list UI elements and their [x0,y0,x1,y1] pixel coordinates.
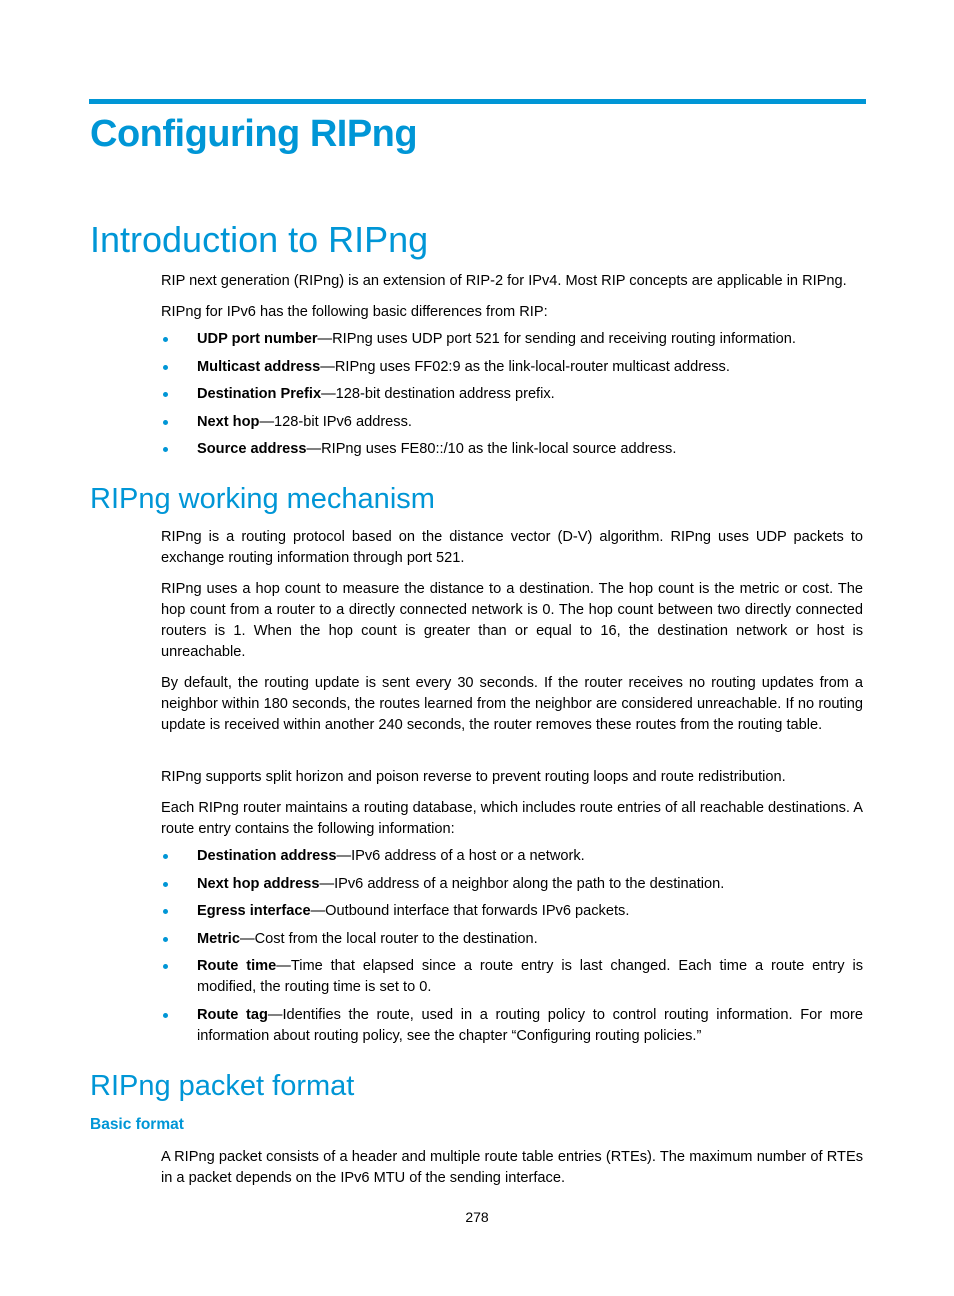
list-item [161,384,863,405]
list-item-text: —IPv6 address of a neighbor along the path to the destination. [319,876,725,892]
bullet-icon [163,854,168,859]
bullet-icon [163,392,168,397]
list-item [161,901,863,922]
section-heading-working-mechanism: RIPng working mechanism [90,483,435,515]
paragraph: By default, the routing update is sent every 30 seconds. If the router receives no routing updates from a neighbor within 180 seconds, the routes learned from the neighbor are considered unreachable. If no routing update is received within another 240 seconds, the router removes these routes from the routing table. [161,675,863,733]
bullet-icon [163,420,168,425]
list-item [161,929,863,950]
list-item-text: —RIPng uses FF02:9 as the link-local-router multicast address. [320,359,730,375]
list-item-text: —IPv6 address of a host or a network. [336,848,585,864]
paragraph: RIPng uses a hop count to measure the distance to a destination. The hop count is the metric or cost. The hop count from a router to a directly connected network is 0. The hop count between two directly connected routers is 1. When the hop count is greater than or equal to 16, the destination network or host is unreachable. [161,581,863,660]
list-item [161,956,863,998]
chapter-rule [89,99,866,104]
paragraph: RIPng is a routing protocol based on the distance vector (D-V) algorithm. RIPng uses UDP packets to exchange routing information through port 521. [161,529,863,566]
list-item-text: —RIPng uses UDP port 521 for sending and receiving routing information. [317,331,796,347]
list-item-text: —RIPng uses FE80::/10 as the link-local source address. [306,441,677,457]
list-item-text: —128-bit IPv6 address. [259,414,412,430]
list-item-text: —Outbound interface that forwards IPv6 packets. [310,903,630,919]
list-item [161,357,863,378]
list-item-text: —Cost from the local router to the destination. [239,931,538,947]
list-item [161,1005,863,1047]
list-item [161,439,863,460]
bullet-icon [163,1013,168,1018]
list-item-term: Destination address [197,848,337,864]
page-number: 278 [465,1209,489,1225]
paragraph: RIPng supports split horizon and poison reverse to prevent routing loops and route redistribution. [161,769,786,785]
list-item-term: Metric [197,931,240,947]
section-heading-introduction: Introduction to RIPng [90,219,429,260]
list-item-term: Destination Prefix [197,386,322,402]
chapter-title: Configuring RIPng [90,113,418,155]
list-item-term: Source address [197,441,307,457]
bullet-icon [163,447,168,452]
list-item-text: —128-bit destination address prefix. [321,386,555,402]
list-item [161,846,863,867]
list-item-term: Egress interface [197,903,311,919]
list-item [161,412,863,433]
section-heading-packet-format: RIPng packet format [90,1070,355,1102]
list-item-term: UDP port number [197,331,318,347]
paragraph: A RIPng packet consists of a header and multiple route table entries (RTEs). The maximum number of RTEs in a packet depends on the IPv6 MTU of the sending interface. [161,1149,863,1186]
bullet-icon [163,882,168,887]
subsection-heading-basic-format: Basic format [90,1116,184,1133]
list-item-term: Next hop address [197,876,320,892]
bullet-icon [163,337,168,342]
list-item [161,329,863,350]
paragraph: Each RIPng router maintains a routing database, which includes route entries of all reachable destinations. A route entry contains the following information: [161,800,863,837]
list-item-text: —Identifies the route, used in a routing policy to control routing information. For more information about routing policy, see the chapter “Configuring routing policies.” [197,1007,863,1044]
bullet-icon [163,909,168,914]
paragraph: RIPng for IPv6 has the following basic differences from RIP: [161,304,548,320]
list-item-term: Route tag [197,1007,268,1023]
list-item-term: Next hop [197,414,260,430]
bullet-icon [163,964,168,969]
paragraph: RIP next generation (RIPng) is an extension of RIP-2 for IPv4. Most RIP concepts are applicable in RIPng. [161,273,847,289]
bullet-icon [163,365,168,370]
list-item-term: Route time [197,958,277,974]
list-item-text: —Time that elapsed since a route entry is last changed. Each time a route entry is modified, the routing time is set to 0. [197,958,863,995]
list-item-term: Multicast address [197,359,321,375]
bullet-icon [163,937,168,942]
list-item [161,874,863,895]
